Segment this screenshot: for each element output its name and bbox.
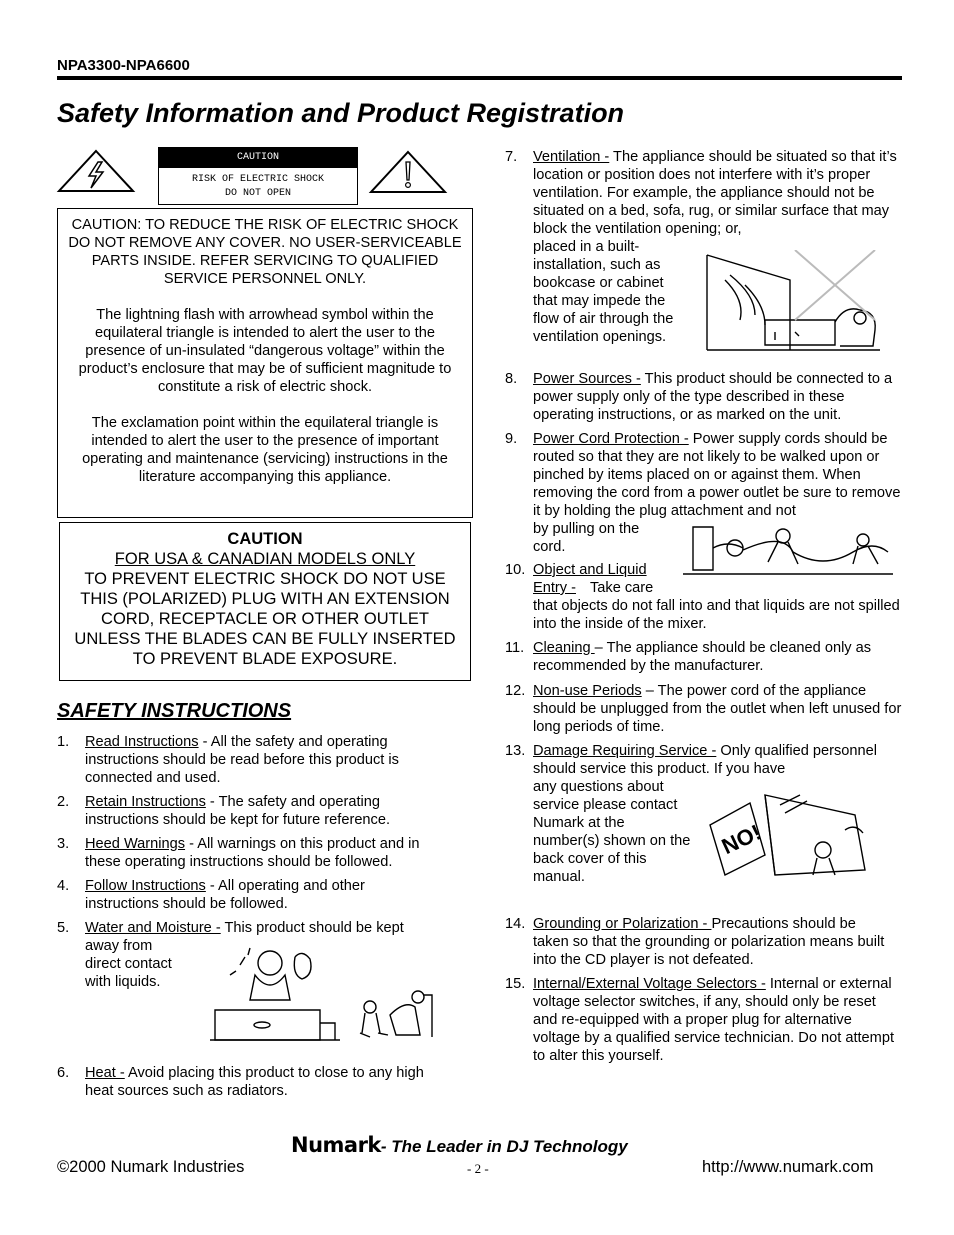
item-body: This product should be kept: [220, 920, 404, 936]
item-label: Water and Moisture -: [85, 920, 221, 936]
header-rule: [57, 76, 902, 80]
item-label: Power Sources -: [533, 371, 641, 387]
plug-caution-heading: CAUTION: [227, 530, 303, 548]
item-label: Read Instructions: [85, 734, 199, 750]
item-text-continued: that objects do not fall into and that liquids are not spilled into the inside of the mixer.: [533, 598, 900, 632]
item-text: [533, 975, 898, 1065]
item-label: Object and Liquid Entry -: [533, 562, 647, 596]
caution-label-head: CAUTION: [159, 148, 357, 168]
item-label: Heat -: [85, 1065, 125, 1081]
ventilation-illustration: [695, 250, 885, 355]
item-number: 12.: [505, 683, 526, 699]
item-body: - All operating and other instructions should be followed.: [85, 878, 365, 912]
caution-box: [57, 208, 473, 518]
item-body: This product should be connected to a power supply only of the type described in these operating instructions, or as marked on the unit.: [533, 371, 893, 423]
lightning-triangle-icon: [56, 148, 136, 194]
caution-label-body: [159, 168, 357, 201]
item-number: 8.: [505, 371, 518, 387]
item-label: Non-use Periods: [533, 683, 642, 699]
caution-paragraph-1: CAUTION: TO REDUCE THE RISK OF ELECTRIC SHOCK DO NOT REMOVE ANY COVER. NO USER-SERVICEABLE PARTS INSIDE. REFER SERVICING TO QUALIFIED SERVICE PERSONNEL ONLY.: [68, 217, 462, 287]
item-text: [533, 148, 898, 238]
item-text: [533, 639, 903, 675]
svg-text:NO!: NO!: [717, 819, 765, 860]
item-number: 7.: [505, 149, 518, 165]
item-number: 11.: [505, 640, 525, 656]
item-number: 3.: [57, 836, 70, 852]
caution-label: [158, 147, 358, 205]
item-label: Power Cord Protection -: [533, 431, 689, 447]
item-number: 9.: [505, 431, 518, 447]
item-text: [85, 733, 455, 787]
plug-caution-subheading: FOR USA & CANADIAN MODELS ONLY: [114, 550, 416, 568]
item-text: [533, 430, 903, 520]
item-text: [85, 793, 425, 829]
item-text: [533, 682, 903, 736]
footer-tagline: - The Leader in DJ Technology: [380, 1137, 628, 1156]
item-number: 13.: [505, 743, 526, 759]
numark-logo: Numark: [291, 1133, 381, 1157]
caution-label-line1: RISK OF ELECTRIC SHOCK: [191, 174, 325, 185]
item-text: [533, 742, 893, 778]
list-item: [505, 682, 905, 736]
item-body: Take care: [590, 580, 654, 596]
list-item: [57, 733, 457, 787]
item-number: 14.: [505, 916, 526, 932]
list-item: [505, 370, 905, 424]
service-illustration: [705, 775, 875, 885]
item-label: Ventilation -: [533, 149, 610, 165]
item-text: [85, 919, 455, 937]
section-title: SAFETY INSTRUCTIONS: [57, 700, 292, 722]
model-number: NPA3300-NPA6600: [57, 57, 190, 74]
item-number: 5.: [57, 920, 70, 936]
item-text-continued: by pulling on the cord.: [533, 521, 640, 555]
item-text-continued: placed in a built-installation, such as bookcase or cabinet that may impede the flow of air through the ventilation openings.: [533, 239, 674, 345]
item-number: 6.: [57, 1065, 70, 1081]
item-body: Precautions should be taken so that the grounding or polarization means built into the CD player is not defeated.: [533, 916, 885, 968]
item-number: 15.: [505, 976, 526, 992]
item-body: Power supply cords should be routed so that they are not likely to be walked upon or pinched by items placed on or against them. When removing the cord from a power outlet be sure to remove it by holding the plug attachment and not: [533, 431, 901, 519]
plug-caution-box: [59, 522, 471, 681]
item-label: Grounding or Polarization -: [533, 916, 712, 932]
page-number: - 2 -: [467, 1161, 489, 1176]
item-body: The appliance should be situated so that it’s location or position does not interfere with it’s proper ventilation. For example, the appliance should not be situated on a bed, sofa, rug, or similar surface that may block the ventilation opening; or,: [533, 149, 897, 237]
item-text-continued: any questions about service please contact Numark at the number(s) shown on the back cover of this manual.: [533, 779, 691, 885]
item-body: Internal or external voltage selector switches, if any, should only be reset and re-equipped with a proper plug for alternative voltage by a qualified service technician. Do not attempt to alter this yourself.: [533, 976, 894, 1064]
item-label: Cleaning: [533, 640, 595, 656]
item-label: Damage Requiring Service -: [533, 743, 717, 759]
item-number: 2.: [57, 794, 70, 810]
item-body: - All warnings on this product and in these operating instructions should be followed.: [85, 836, 420, 870]
item-text: [533, 370, 903, 424]
list-item: [505, 915, 905, 969]
copyright: ©2000 Numark Industries: [57, 1158, 245, 1176]
item-label: Internal/External Voltage Selectors -: [533, 976, 766, 992]
item-label: Heed Warnings: [85, 836, 186, 852]
list-item: [57, 877, 457, 913]
item-label: Retain Instructions: [85, 794, 206, 810]
list-item: [505, 639, 905, 675]
website-link[interactable]: http://www.numark.com: [702, 1158, 874, 1176]
item-number: 4.: [57, 878, 70, 894]
item-body: - All the safety and operating instructions should be read before this product is connected and used.: [85, 734, 399, 786]
caution-paragraph-3: The exclamation point within the equilateral triangle is intended to alert the user to the presence of important operating and maintenance (servicing) instructions in the literature accompanying this appliance.: [82, 415, 448, 485]
caution-label-line2: DO NOT OPEN: [224, 188, 291, 199]
item-body: – The power cord of the appliance should be unplugged from the outlet when left unused for long periods of time.: [533, 683, 902, 735]
item-text-continued: away from direct contact with liquids.: [85, 938, 172, 990]
list-item: [57, 835, 457, 871]
list-item: [505, 975, 905, 1065]
item-label: Follow Instructions: [85, 878, 206, 894]
item-text: [85, 835, 450, 871]
water-moisture-illustration: [200, 945, 440, 1045]
item-body: - The safety and operating instructions should be kept for future reference.: [85, 794, 391, 828]
item-text: [85, 1064, 455, 1100]
list-item: [57, 1064, 457, 1100]
exclamation-triangle-icon: [368, 150, 448, 195]
item-body: Avoid placing this product to close to any high heat sources such as radiators.: [85, 1065, 424, 1099]
item-text: [85, 877, 415, 913]
plug-caution-body: TO PREVENT ELECTRIC SHOCK DO NOT USE THIS (POLARIZED) PLUG WITH AN EXTENSION CORD, RECEPTACLE OR OTHER OUTLET UNLESS THE BLADES CAN BE FULLY INSERTED TO PREVENT BLADE EXPOSURE.: [74, 570, 456, 668]
footer-brand: [291, 1133, 628, 1157]
item-text: [533, 915, 893, 969]
item-body: – The appliance should be cleaned only as recommended by the manufacturer.: [533, 640, 872, 674]
page-title: Safety Information and Product Registration: [57, 98, 625, 128]
caution-paragraph-2: The lightning flash with arrowhead symbol within the equilateral triangle is intended to alert the user to the presence of un-insulated “dangerous voltage” within the product’s enclosure that may be of sufficient magnitude to constitute a risk of electric shock.: [78, 307, 452, 395]
list-item: [57, 793, 457, 829]
list-item: [505, 561, 905, 633]
item-number: 10.: [505, 562, 526, 578]
item-body: Only qualified personnel should service this product. If you have: [533, 743, 877, 777]
item-number: 1.: [57, 734, 70, 750]
